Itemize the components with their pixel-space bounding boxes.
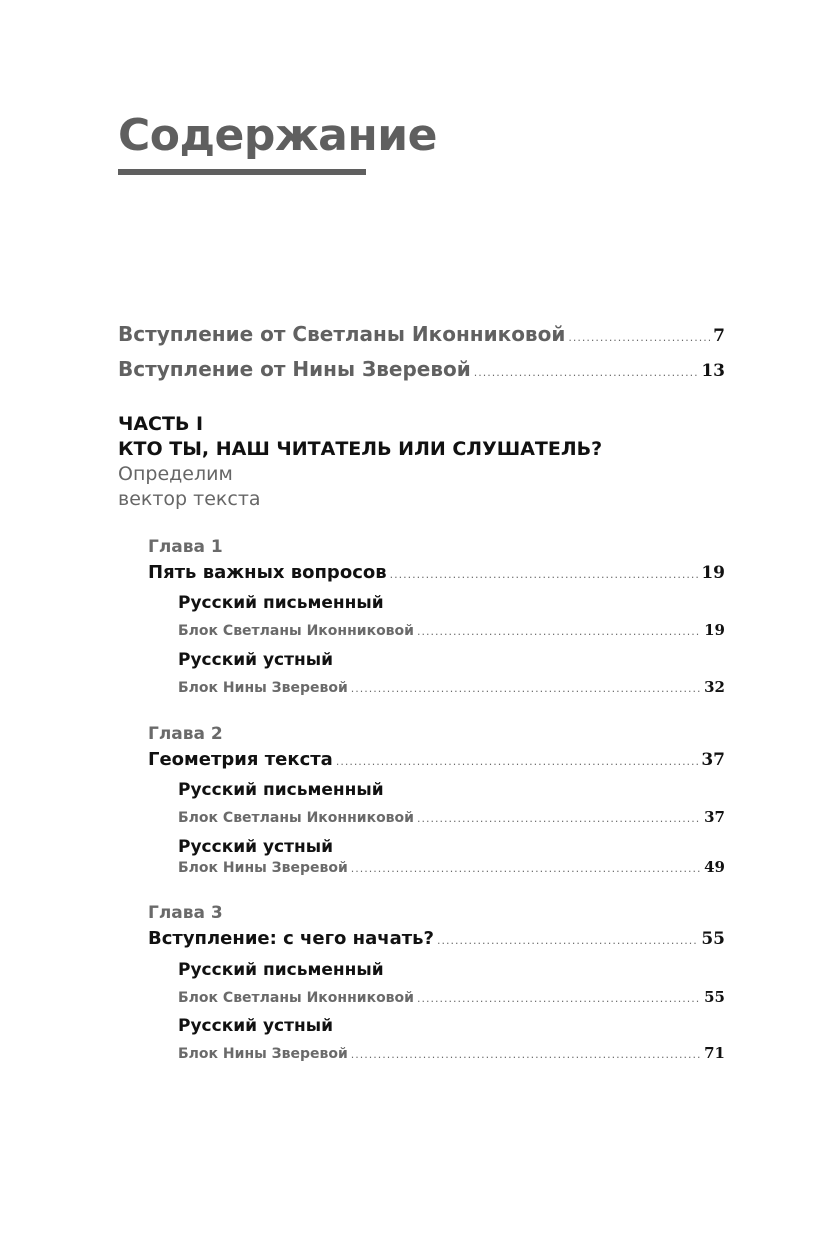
part-subtitle-line-2: вектор текста <box>118 488 261 510</box>
chapter-label: Глава 3 <box>148 903 223 923</box>
toc-entry-block[interactable] <box>178 621 725 639</box>
toc-entry-block[interactable] <box>178 988 725 1006</box>
leader-dots <box>417 625 701 638</box>
toc-entry-label: Блок Нины Зверевой <box>178 860 348 876</box>
page-number: 7 <box>713 326 725 346</box>
chapter-label: Глава 2 <box>148 724 223 744</box>
toc-entry-chapter-2[interactable] <box>148 749 725 770</box>
page-number: 37 <box>701 750 725 770</box>
leader-dots <box>437 934 698 947</box>
toc-entry-intro-2[interactable] <box>118 357 725 381</box>
page-title: Содержание <box>118 110 437 161</box>
page-number: 37 <box>704 808 725 826</box>
page-number: 55 <box>701 929 725 949</box>
leader-dots <box>390 568 699 581</box>
section-title: Русский устный <box>178 1016 334 1036</box>
page-number: 19 <box>701 563 725 583</box>
leader-dots <box>417 812 701 825</box>
section-title: Русский устный <box>178 650 334 670</box>
leader-dots <box>351 862 701 875</box>
toc-entry-block[interactable] <box>178 678 725 696</box>
toc-entry-label: Вступление от Светланы Иконниковой <box>118 322 566 346</box>
section-title: Русский письменный <box>178 960 384 980</box>
leader-dots <box>417 992 701 1005</box>
toc-entry-label: Блок Светланы Иконниковой <box>178 990 414 1006</box>
leader-dots <box>568 331 710 344</box>
toc-entry-chapter-3[interactable] <box>148 928 725 949</box>
section-title: Русский письменный <box>178 593 384 613</box>
toc-entry-label: Блок Нины Зверевой <box>178 680 348 696</box>
toc-entry-intro-1[interactable] <box>118 322 725 346</box>
page-number: 49 <box>704 858 725 876</box>
leader-dots <box>351 682 701 695</box>
chapter-label: Глава 1 <box>148 537 223 557</box>
toc-entry-block[interactable] <box>178 808 725 826</box>
page-number: 55 <box>704 988 725 1006</box>
toc-entry-label: Блок Светланы Иконниковой <box>178 623 414 639</box>
section-title: Русский устный <box>178 837 334 857</box>
toc-entry-label: Вступление от Нины Зверевой <box>118 357 471 381</box>
toc-entry-block[interactable] <box>178 1044 725 1062</box>
toc-entry-label: Вступление: с чего начать? <box>148 928 434 949</box>
page-number: 71 <box>704 1044 725 1062</box>
page-number: 32 <box>704 678 725 696</box>
section-title: Русский письменный <box>178 780 384 800</box>
part-subtitle-line-1: Определим <box>118 463 233 485</box>
leader-dots <box>474 366 699 379</box>
leader-dots <box>351 1048 701 1061</box>
toc-entry-label: Пять важных вопросов <box>148 562 387 583</box>
toc-entry-chapter-1[interactable] <box>148 562 725 583</box>
leader-dots <box>336 755 699 768</box>
toc-entry-label: Геометрия текста <box>148 749 333 770</box>
toc-entry-label: Блок Светланы Иконниковой <box>178 810 414 826</box>
page-number: 19 <box>704 621 725 639</box>
title-underline <box>118 169 366 175</box>
part-number: ЧАСТЬ I <box>118 413 204 435</box>
part-heading: КТО ТЫ, НАШ ЧИТАТЕЛЬ ИЛИ СЛУШАТЕЛЬ? <box>118 438 603 460</box>
page-number: 13 <box>701 361 725 381</box>
toc-entry-label: Блок Нины Зверевой <box>178 1046 348 1062</box>
toc-entry-block[interactable] <box>178 858 725 876</box>
